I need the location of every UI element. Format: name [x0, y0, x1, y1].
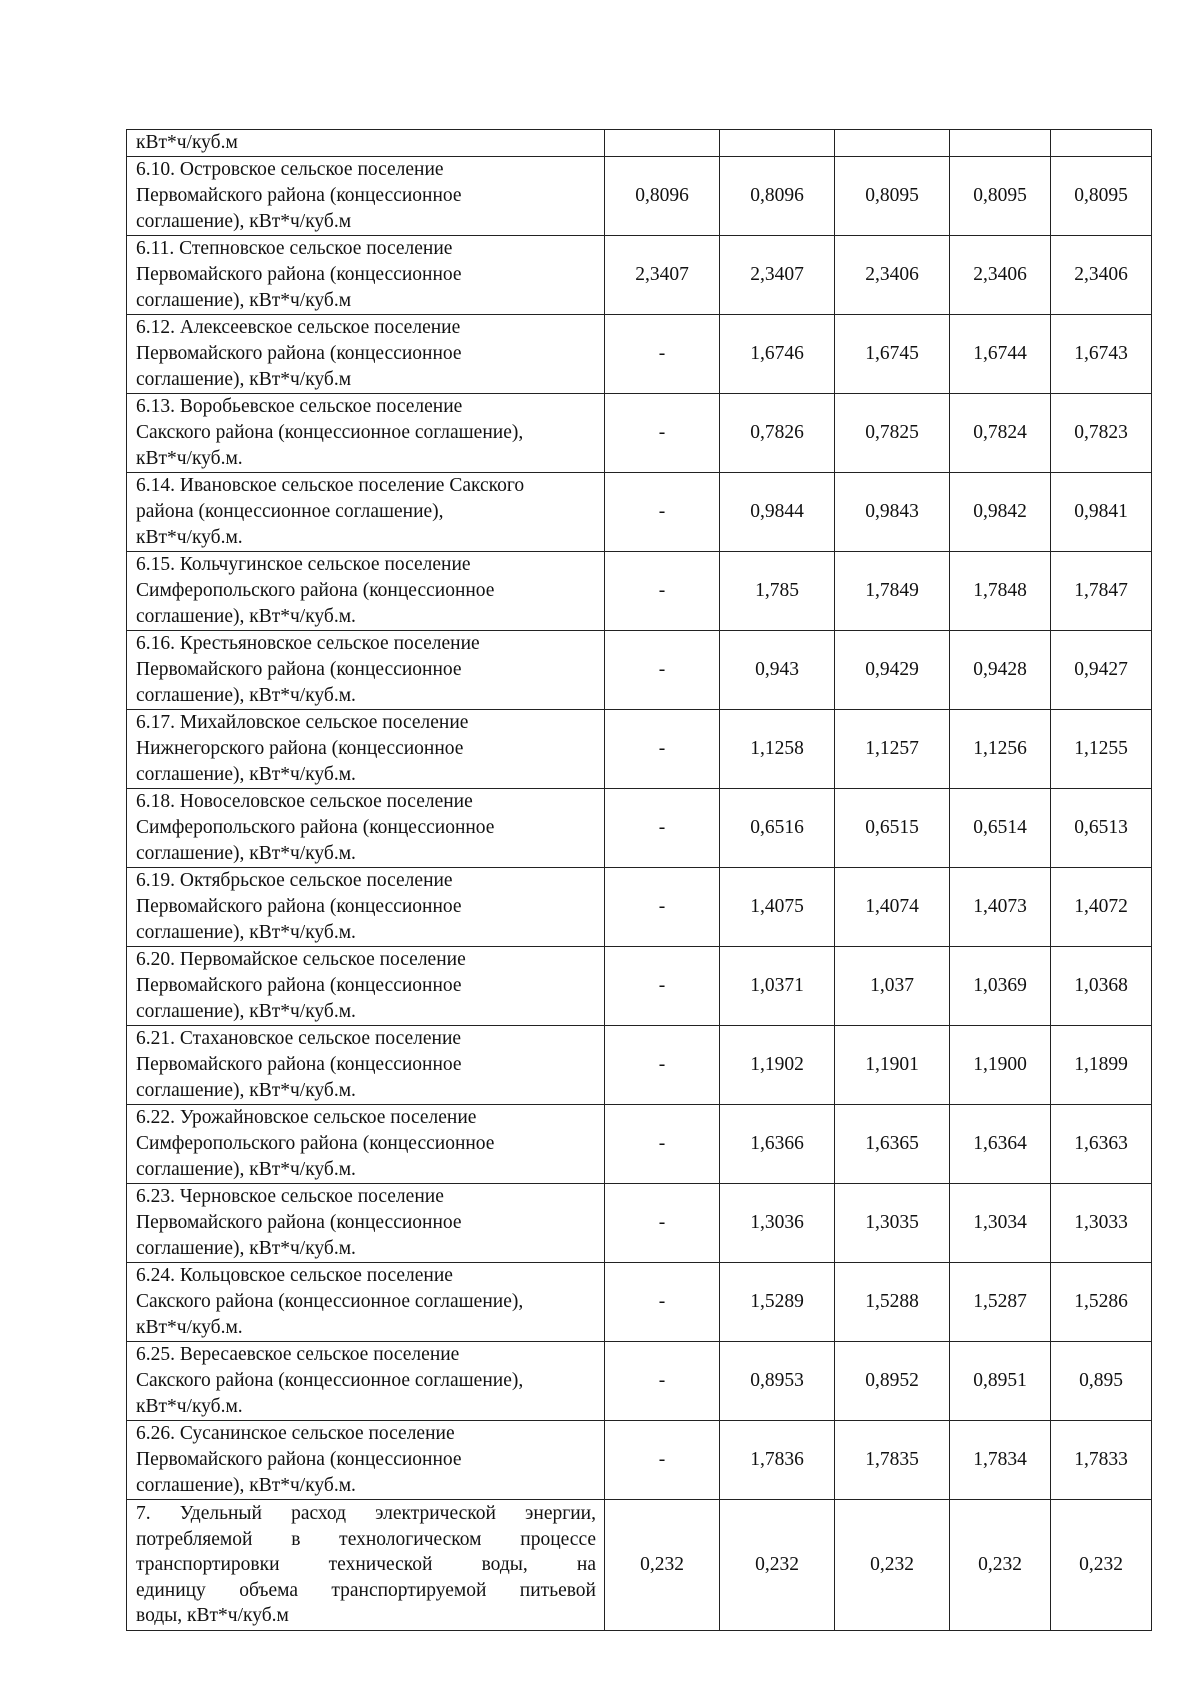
value-cell: 0,9429 — [835, 631, 950, 710]
value-cell: - — [605, 394, 720, 473]
value-cell: 0,8951 — [950, 1342, 1051, 1421]
value-cell: 0,6516 — [720, 789, 835, 868]
value-cell: 1,3035 — [835, 1184, 950, 1263]
row-description: 6.15. Кольчугинское сельское поселение Симферопольского района (концессионное соглашение), кВт*ч/куб.м. — [127, 552, 605, 631]
value-cell: 1,7848 — [950, 552, 1051, 631]
value-cell: 1,3034 — [950, 1184, 1051, 1263]
value-cell: 1,5289 — [720, 1263, 835, 1342]
value-cell: 0,8095 — [835, 157, 950, 236]
value-cell: 0,232 — [950, 1500, 1051, 1631]
value-cell: - — [605, 1105, 720, 1184]
value-cell: 1,7847 — [1051, 552, 1152, 631]
table-row — [127, 947, 1152, 1026]
row-description: 6.26. Сусанинское сельское поселение Первомайского района (концессионное соглашение), кВт*ч/куб.м. — [127, 1421, 605, 1500]
value-cell: 2,3406 — [835, 236, 950, 315]
table-row — [127, 1184, 1152, 1263]
table-row — [127, 631, 1152, 710]
value-cell: 1,1901 — [835, 1026, 950, 1105]
value-cell: 2,3406 — [1051, 236, 1152, 315]
value-cell: 0,9841 — [1051, 473, 1152, 552]
value-cell: 1,6743 — [1051, 315, 1152, 394]
value-cell: - — [605, 710, 720, 789]
value-cell: 2,3407 — [720, 236, 835, 315]
value-cell: 1,6363 — [1051, 1105, 1152, 1184]
value-cell: - — [605, 1026, 720, 1105]
value-cell: 1,1902 — [720, 1026, 835, 1105]
value-cell: 1,7835 — [835, 1421, 950, 1500]
value-cell: 0,6515 — [835, 789, 950, 868]
value-cell: 1,7834 — [950, 1421, 1051, 1500]
table-row — [127, 1105, 1152, 1184]
table-row — [127, 552, 1152, 631]
value-cell: 1,4073 — [950, 868, 1051, 947]
row-description — [127, 1500, 605, 1631]
row-description: 6.10. Островское сельское поселение Первомайского района (концессионное соглашение), кВт*ч/куб.м — [127, 157, 605, 236]
value-cell: 1,7849 — [835, 552, 950, 631]
value-cell: 1,5286 — [1051, 1263, 1152, 1342]
table-row — [127, 236, 1152, 315]
table-row — [127, 710, 1152, 789]
value-cell: 0,9427 — [1051, 631, 1152, 710]
value-cell: 1,785 — [720, 552, 835, 631]
value-cell: 0,9843 — [835, 473, 950, 552]
value-cell: 1,7836 — [720, 1421, 835, 1500]
value-cell: 1,6365 — [835, 1105, 950, 1184]
value-cell: - — [605, 1342, 720, 1421]
value-cell: 1,7833 — [1051, 1421, 1152, 1500]
value-cell: 1,0369 — [950, 947, 1051, 1026]
row-description: 6.14. Ивановское сельское поселение Сакского района (концессионное соглашение), кВт*ч/куб.м. — [127, 473, 605, 552]
value-cell: 0,9844 — [720, 473, 835, 552]
value-cell: 1,1255 — [1051, 710, 1152, 789]
value-cell: 0,9842 — [950, 473, 1051, 552]
table-row — [127, 868, 1152, 947]
value-cell — [720, 130, 835, 157]
value-cell: 1,1257 — [835, 710, 950, 789]
value-cell — [1051, 130, 1152, 157]
table-row — [127, 394, 1152, 473]
value-cell: - — [605, 947, 720, 1026]
value-cell: 1,5288 — [835, 1263, 950, 1342]
table-row — [127, 130, 1152, 157]
value-cell: 0,232 — [605, 1500, 720, 1631]
value-cell: 0,232 — [835, 1500, 950, 1631]
value-cell: 1,6745 — [835, 315, 950, 394]
description-line: транспортировки технической воды, на — [136, 1554, 596, 1576]
row-description: 6.17. Михайловское сельское поселение Нижнегорского района (концессионное соглашение), кВт*ч/куб.м. — [127, 710, 605, 789]
description-line: воды, кВт*ч/куб.м — [136, 1605, 289, 1627]
row-description: 6.16. Крестьяновское сельское поселение Первомайского района (концессионное соглашение), кВт*ч/куб.м. — [127, 631, 605, 710]
value-cell: 1,3036 — [720, 1184, 835, 1263]
row-description: кВт*ч/куб.м — [127, 130, 605, 157]
value-cell: - — [605, 1184, 720, 1263]
description-line: потребляемой в технологическом процессе — [136, 1528, 596, 1550]
description-line: единицу объема транспортируемой питьевой — [136, 1579, 596, 1601]
row-description: 6.19. Октябрьское сельское поселение Первомайского района (концессионное соглашение), кВт*ч/куб.м. — [127, 868, 605, 947]
value-cell: 1,1899 — [1051, 1026, 1152, 1105]
row-description: 6.20. Первомайское сельское поселение Первомайского района (концессионное соглашение), кВт*ч/куб.м. — [127, 947, 605, 1026]
value-cell: 1,1258 — [720, 710, 835, 789]
value-cell — [835, 130, 950, 157]
value-cell: 2,3406 — [950, 236, 1051, 315]
document-page — [126, 129, 1151, 1631]
value-cell: 0,8953 — [720, 1342, 835, 1421]
value-cell: 1,6366 — [720, 1105, 835, 1184]
value-cell: - — [605, 1421, 720, 1500]
value-cell: 1,5287 — [950, 1263, 1051, 1342]
value-cell: 1,6744 — [950, 315, 1051, 394]
value-cell: 0,8095 — [950, 157, 1051, 236]
row-description: 6.25. Вересаевское сельское поселение Сакского района (концессионное соглашение), кВт*ч/куб.м. — [127, 1342, 605, 1421]
value-cell: - — [605, 315, 720, 394]
value-cell: 0,232 — [720, 1500, 835, 1631]
value-cell: 1,4075 — [720, 868, 835, 947]
value-cell: 1,1256 — [950, 710, 1051, 789]
table-row — [127, 789, 1152, 868]
row-description: 6.18. Новоселовское сельское поселение Симферопольского района (концессионное соглашение), кВт*ч/куб.м. — [127, 789, 605, 868]
value-cell: 0,7825 — [835, 394, 950, 473]
value-cell: 1,0368 — [1051, 947, 1152, 1026]
table-row — [127, 1026, 1152, 1105]
table-row — [127, 315, 1152, 394]
row-description: 6.12. Алексеевское сельское поселение Первомайского района (концессионное соглашение), кВт*ч/куб.м — [127, 315, 605, 394]
value-cell: 0,7823 — [1051, 394, 1152, 473]
row-description: 6.11. Степновское сельское поселение Первомайского района (концессионное соглашение), кВт*ч/куб.м — [127, 236, 605, 315]
value-cell: 1,037 — [835, 947, 950, 1026]
value-cell: - — [605, 631, 720, 710]
value-cell: 0,8952 — [835, 1342, 950, 1421]
value-cell: - — [605, 473, 720, 552]
value-cell: 0,7824 — [950, 394, 1051, 473]
table-row — [127, 473, 1152, 552]
row-description: 6.21. Стахановское сельское поселение Первомайского района (концессионное соглашение), кВт*ч/куб.м. — [127, 1026, 605, 1105]
table-row — [127, 1421, 1152, 1500]
value-cell: 0,8095 — [1051, 157, 1152, 236]
table-row — [127, 1500, 1152, 1631]
energy-consumption-table — [126, 129, 1152, 1631]
value-cell: 1,6746 — [720, 315, 835, 394]
value-cell — [605, 130, 720, 157]
value-cell: - — [605, 1263, 720, 1342]
value-cell: 0,943 — [720, 631, 835, 710]
value-cell: 0,6513 — [1051, 789, 1152, 868]
value-cell: 2,3407 — [605, 236, 720, 315]
row-description: 6.24. Кольцовское сельское поселение Сакского района (концессионное соглашение), кВт*ч/куб.м. — [127, 1263, 605, 1342]
row-description: 6.22. Урожайновское сельское поселение Симферопольского района (концессионное соглашение), кВт*ч/куб.м. — [127, 1105, 605, 1184]
value-cell: - — [605, 552, 720, 631]
value-cell: 1,0371 — [720, 947, 835, 1026]
value-cell: 1,4074 — [835, 868, 950, 947]
value-cell: 0,8096 — [720, 157, 835, 236]
value-cell: 0,7826 — [720, 394, 835, 473]
table-row — [127, 1263, 1152, 1342]
value-cell: 0,232 — [1051, 1500, 1152, 1631]
row-description: 6.23. Черновское сельское поселение Первомайского района (концессионное соглашение), кВт*ч/куб.м. — [127, 1184, 605, 1263]
value-cell: 1,3033 — [1051, 1184, 1152, 1263]
value-cell — [950, 130, 1051, 157]
value-cell: 1,4072 — [1051, 868, 1152, 947]
table-row — [127, 1342, 1152, 1421]
row-description: 6.13. Воробьевское сельское поселение Сакского района (концессионное соглашение), кВт*ч/куб.м. — [127, 394, 605, 473]
value-cell: 1,6364 — [950, 1105, 1051, 1184]
value-cell: 0,6514 — [950, 789, 1051, 868]
value-cell: 0,9428 — [950, 631, 1051, 710]
value-cell: - — [605, 868, 720, 947]
value-cell: 1,1900 — [950, 1026, 1051, 1105]
value-cell: - — [605, 789, 720, 868]
value-cell: 0,8096 — [605, 157, 720, 236]
table-row — [127, 157, 1152, 236]
description-line: 7. Удельный расход электрической энергии, — [136, 1503, 596, 1525]
value-cell: 0,895 — [1051, 1342, 1152, 1421]
